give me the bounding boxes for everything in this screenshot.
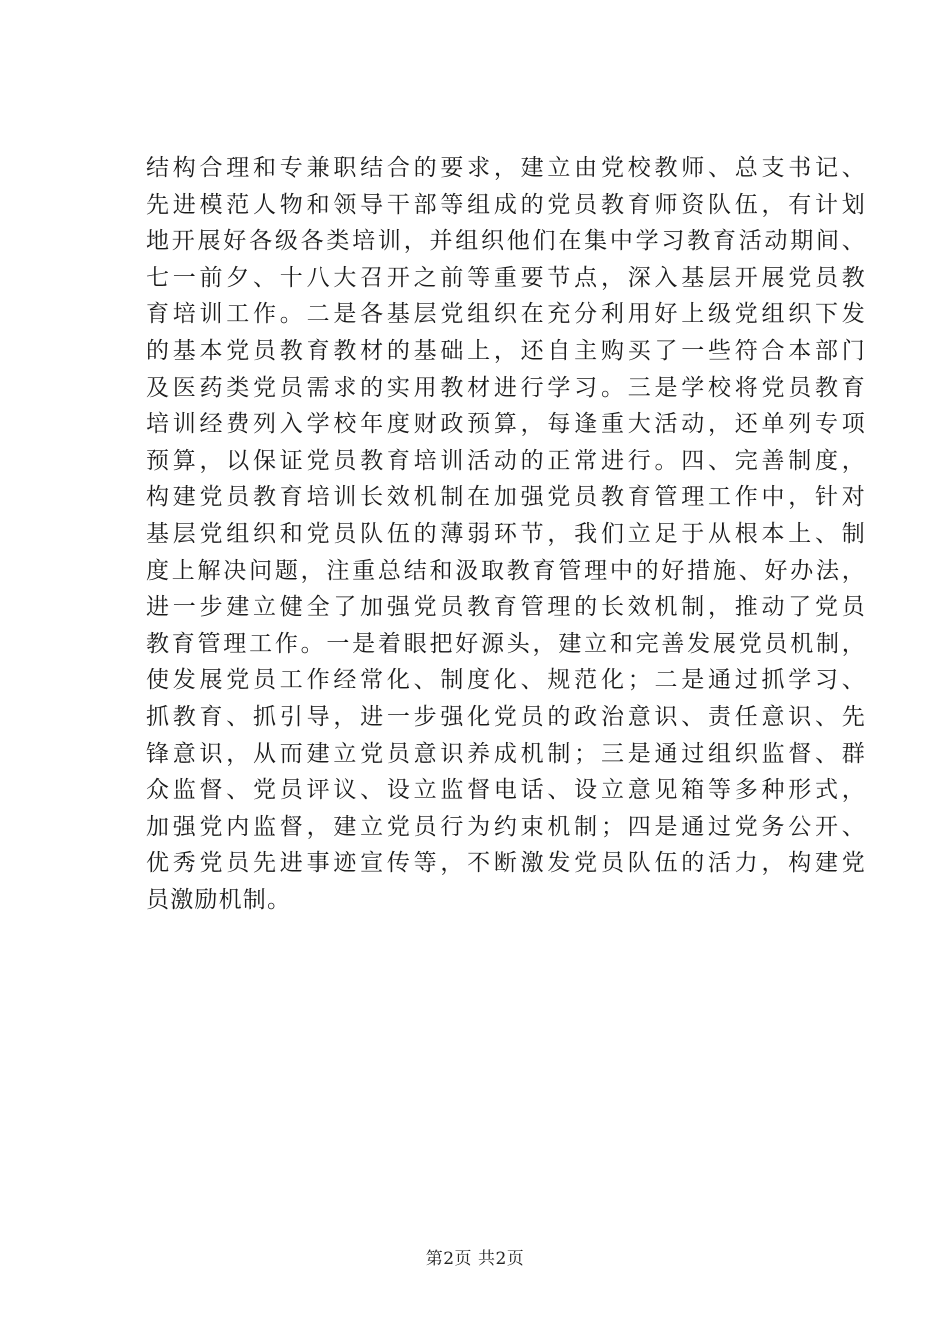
text-line: 抓教育、抓引导，进一步强化党员的政治意识、责任意识、先 bbox=[146, 703, 866, 730]
text-line: 的基本党员教育教材的基础上，还自主购买了一些符合本部门 bbox=[146, 337, 866, 364]
text-line-last: 员激励机制。 bbox=[146, 886, 292, 913]
text-line: 基层党组织和党员队伍的薄弱环节，我们立足于从根本上、制 bbox=[146, 520, 866, 547]
text-line: 锋意识，从而建立党员意识养成机制；三是通过组织监督、群 bbox=[146, 740, 866, 767]
text-line: 及医药类党员需求的实用教材进行学习。三是学校将党员教育 bbox=[146, 374, 866, 401]
body-text bbox=[146, 150, 866, 918]
text-line: 构建党员教育培训长效机制在加强党员教育管理工作中，针对 bbox=[146, 484, 866, 511]
text-line: 七一前夕、十八大召开之前等重要节点，深入基层开展党员教 bbox=[146, 264, 866, 291]
text-line: 使发展党员工作经常化、制度化、规范化；二是通过抓学习、 bbox=[146, 667, 866, 694]
text-line: 加强党内监督，建立党员行为约束机制；四是通过党务公开、 bbox=[146, 813, 866, 840]
text-line: 先进模范人物和领导干部等组成的党员教育师资队伍，有计划 bbox=[146, 191, 866, 218]
text-line: 培训经费列入学校年度财政预算，每逢重大活动，还单列专项 bbox=[146, 411, 866, 438]
text-line: 结构合理和专兼职结合的要求，建立由党校教师、总支书记、 bbox=[146, 155, 866, 181]
text-line: 进一步建立健全了加强党员教育管理的长效机制，推动了党员 bbox=[146, 594, 866, 621]
text-line: 度上解决问题，注重总结和汲取教育管理中的好措施、好办法， bbox=[146, 557, 866, 584]
text-line: 育培训工作。二是各基层党组织在充分利用好上级党组织下发 bbox=[146, 301, 866, 328]
text-line: 优秀党员先进事迹宣传等，不断激发党员队伍的活力，构建党 bbox=[146, 850, 866, 877]
text-line: 预算，以保证党员教育培训活动的正常进行。四、完善制度， bbox=[146, 447, 866, 474]
text-line: 地开展好各级各类培训，并组织他们在集中学习教育活动期间、 bbox=[146, 228, 866, 255]
text-line: 教育管理工作。一是着眼把好源头，建立和完善发展党员机制， bbox=[146, 630, 866, 657]
page-footer: 第2页 共2页 bbox=[425, 1249, 525, 1269]
text-line: 众监督、党员评议、设立监督电话、设立意见箱等多种形式， bbox=[146, 777, 866, 804]
